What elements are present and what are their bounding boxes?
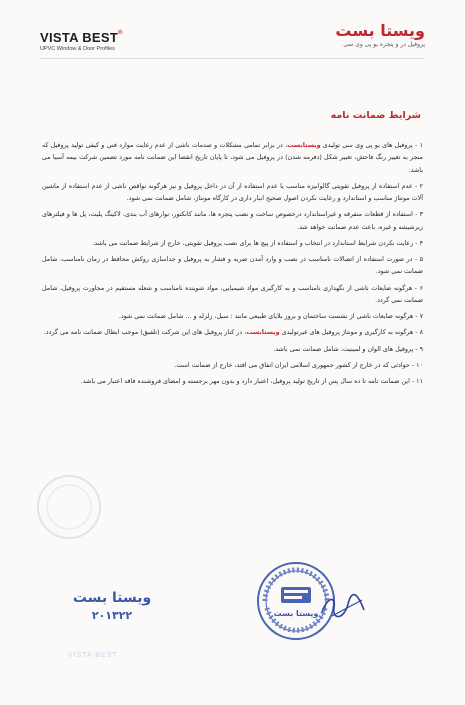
registered-mark: ® [118,30,123,36]
stamp-name: ویستا بست [72,590,152,606]
term-item [42,238,423,250]
term-text: ۷ - هرگونه ضایعات ناشی از نشست ساختمان و بروز بلایای طبیعی مانند : سیل، زلزله و ... شامل ضمانت نمی شود. [118,313,423,320]
term-item [42,254,423,279]
term-item [42,209,423,234]
term-brand-name: ویستابست [246,329,280,337]
dealer-stamp [62,590,162,670]
term-text: ، در برابر تمامی مشکلات و صدمات ناشی از عدم رعایت موارد فنی و کیفی تولید پروفیل که منجر به تغییر رنگ فاحش، تغییر شکل (دفرمه شدن) در پروفیل می شود، تا پایان تاریخ انقضا این ضمانت نامه مورد تضمین شرکت بیمه آسیا می باشد. [42,142,423,174]
term-text: ، در کنار پروفیل های این شرکت (تلفیق) موجب ابطال ضمانت نامه می گردد. [43,329,247,337]
term-brand-name: ویستابست [287,142,321,149]
term-item [42,327,423,339]
term-text: ۱۰ - حوادثی که در خارج از کشور جمهوری اسلامی ایران اتفاق می افتد، خارج از ضمانت است. [174,361,423,369]
term-text: ۲ - عدم استفاده از پروفیل تقویتی گالوانیزه مناسب یا عدم استفاده از آن در داخل پروفیل و نیز هرگونه نواقص ناشی از عدم استفاده از ماشین آلات مونتاژ مناسب و استاندارد و رعایت نکردن اصول صحیح انبار داری در کارگاه مونتاژ، شامل ضمانت نمی شود. [42,182,423,202]
brand-tagline-fa: پروفیل در و پنجره یو پی وی سی [343,41,425,48]
term-text: ۳ - استفاده از قطعات متفرقه و غیراستاندارد درخصوص ساخت و نصب پنجره ها، مانند کانکتور، نوارهای آب بندی، لاکینگ پلیت، پل ها و فیلترهای زیرشیشه و غیره، باعث عدم ضمانت خواهد شد. [42,211,423,231]
term-item [42,376,423,388]
terms-list [42,140,423,392]
term-text: ۱ - پروفیل های یو پی وی سی تولیدی [320,142,423,149]
term-item [42,360,423,372]
document-title: شرایط ضمانت نامه [330,110,421,121]
header-divider [40,58,425,59]
term-item [42,140,423,177]
round-stamp-text: ویستا بست [273,609,319,618]
brand-logo-fa [335,22,425,48]
brand-name-en: VISTA BEST® [40,30,123,45]
term-item [42,181,423,206]
term-text: ۵ - در صورت استفاده از اتصالات نامناسب در نصب و وارد آمدن ضربه و فشار به پروفیل و جداسازی روکش محافظ در زمان نامناسب، شامل ضمانت نمی شود. [42,256,423,276]
brand-name-fa: ویستا بست [335,21,425,40]
brand-logo-en [40,30,123,52]
term-text: ۶ - هرگونه ضایعات ناشی از نگهداری نامناسب و به کارگیری مواد شیمیایی، مواد شوینده نامناسب و شعله مستقیم در مجاورت پروفیل، شامل ضمانت نمی گردد. [42,284,423,304]
term-text: ۸ - هرگونه به کارگیری و مونتاژ پروفیل های غیرتولیدی [279,329,423,337]
term-item [42,344,423,356]
term-text: ۱۱ - این ضمانت نامه تا ده سال پس از تاریخ تولید پروفیل، اعتبار دارد و بدون مهر برجسته و امضای فروشنده فاقد اعتبار می باشد. [80,378,423,385]
signature-icon [318,590,370,624]
brand-tagline-en: UPVC Window & Door Profiles [40,46,115,52]
term-item [42,311,423,323]
stamp-ghost-text: VISTA BEST [68,652,118,659]
embossed-seal-icon [34,472,104,542]
term-text: ۹ - پروفیل های الوان و لمینیت، شامل ضمانت نمی باشد. [273,345,423,353]
stamp-number: ۲۰۱۳۲۲ [91,609,133,622]
term-item [42,283,423,308]
term-text: ۴ - رعایت نکردن شرایط استاندارد در انتخاب و استفاده از پیچ ها برای نصب پروفیل تقویتی، خارج از شرایط ضمانت می باشد. [92,239,423,247]
